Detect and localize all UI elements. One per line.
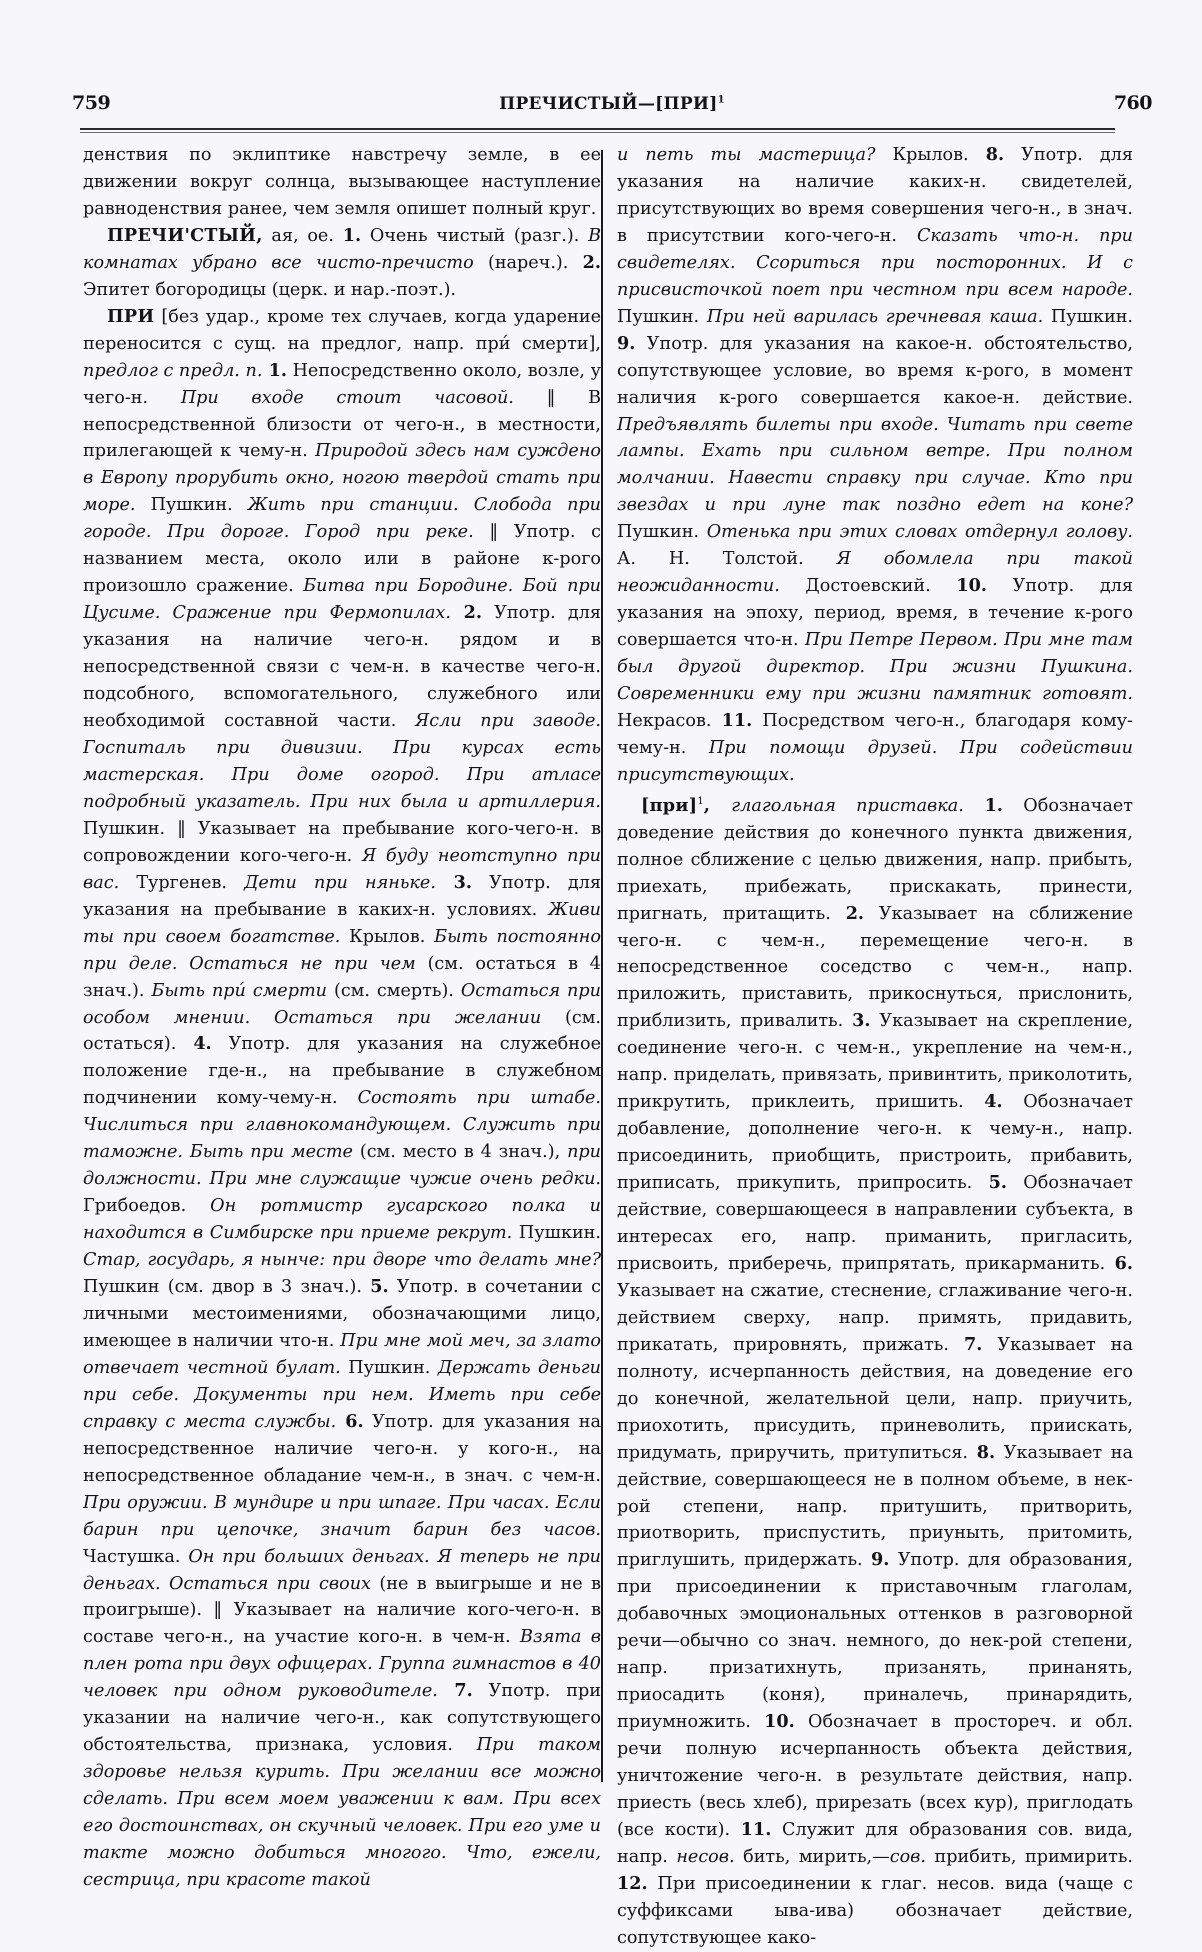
running-head-text: ПРЕЧИСТЫЙ—[ПРИ] xyxy=(499,94,718,114)
sense-number: 7. xyxy=(437,1680,473,1702)
definition: Обозначает добавление, дополнение чего-н. к чему-н., напр. присоединить, приобщить, пристроить, прибавить, приписать, прикупить, припросить. xyxy=(617,1092,1133,1194)
sense-number: 6. xyxy=(1114,1252,1133,1274)
example: При Петре Первом. При мне там был другой директор. При жизни Пушкина. Современники ему при жизни памятник готовят. xyxy=(617,630,1133,705)
cross-reference: (см. место в 4 знач.), xyxy=(352,1142,568,1163)
definition: Употр. при указании на наличие чего-н., как сопутствующего обстоятельства, признака, условия. xyxy=(83,1681,601,1756)
sense-number: 5. xyxy=(988,1172,1007,1194)
sense-number: 1. xyxy=(963,794,1004,816)
entry-pri-prefix xyxy=(617,789,1133,1952)
example: При помощи друзей. При содействии присутствующих. xyxy=(617,737,1133,785)
definition: Указывает на действие, совершающееся не в полном объеме, в нек-рой степени, напр. притушить, притворить, приотворить, приспустить, приуныть, притомить, приглушить, придержать. xyxy=(617,1442,1133,1571)
source: Пушкин. xyxy=(617,306,707,327)
definition: При присоединении к глаг. несов. вида (чаще с суффиксами ыва-ива) обозначает действие, сопутствующее како- xyxy=(617,1873,1133,1948)
example: Дети при няньке. xyxy=(244,872,436,893)
forms: ая, ое. xyxy=(262,225,343,246)
example: Предъявлять билеты при входе. Читать при свете лампы. Ехать при сильном ветре. При полном молчании. Навести справку при случае. Кто при звездах и при луне так поздно едет на коне? xyxy=(617,414,1133,516)
sense-number: 12. xyxy=(617,1872,648,1894)
example: При ней варилась гречневая каша. xyxy=(706,306,1044,327)
example: Быть постоянно при деле. Остаться не при чем xyxy=(83,926,601,974)
source: Пушкин (см. двор в 3 знач.). xyxy=(83,1277,371,1298)
example: Остаться при особом мнении. Остаться при желании xyxy=(83,980,601,1028)
sense-number: 11. xyxy=(721,710,753,732)
example: При оружии. В мундире и при шпаге. При часах. Если барин при цепочке, значит барин без часов. xyxy=(83,1492,601,1540)
sense-number: 11. xyxy=(740,1818,772,1840)
example: при должности. При мне служащие чужие очень редки. xyxy=(83,1142,601,1190)
sense-number: 1. xyxy=(262,359,287,381)
definition: Употр. для указания на наличие чего-н. рядом и в непосредственной связи с чем-н. в качестве чего-н. подсобного, вспомогательного, служебного или необходимой составной части. xyxy=(83,603,602,732)
definition: Употр. для указания на пребывание в каких-н. условиях. xyxy=(83,872,601,920)
right-column xyxy=(617,142,1133,1952)
definition: Указывает на скрепление, соединение чего-н. с чем-н., укрепление на чем-н., напр. приделать, привязать, привинтить, приколотить, прикрутить, приклеить, пришить. xyxy=(617,1011,1133,1113)
definition: Эпитет богородицы (церк. и нар.-поэт.). xyxy=(83,279,457,300)
definition: Указывает на сближение чего-н. с чем-н., перемещение чего-н. в непосредственное соседство с чем-н., напр. приложить, приставить, прикоснуться, прислонить, приблизить, привалить. xyxy=(617,903,1133,1032)
definition: Употр. для указания на какое-н. обстоятельство, сопутствующее условие, во время к-рого, в момент наличия к-рого совершается какое-н. действие. xyxy=(617,333,1133,408)
definition: ‖ Употр. с названием места, около или в районе к-рого произошло сражение. xyxy=(83,522,601,597)
definition: Служит для образования сов. вида, напр. xyxy=(617,1819,1133,1867)
sense-number: 9. xyxy=(617,332,636,354)
running-head xyxy=(72,94,1152,114)
example: Сказать что-н. при свидетелях. Ссориться при посторонних. И с присвисточкой поет при честном при всем народе. xyxy=(617,225,1133,300)
cross-reference: (см. смерть). xyxy=(326,980,461,1001)
headword: ПРЕЧИ'СТЫЙ, xyxy=(107,224,263,246)
definition: Употр. для указания на эпоху, период, время, в течение к-рого совершается что-н. xyxy=(617,576,1133,651)
example: Состоять при штабе. Числиться при главнокомандующем. Служить при таможне. Быть при месте xyxy=(83,1088,601,1163)
example: и петь ты мастерица? xyxy=(617,145,876,165)
example: Он при больших деньгах. Я теперь не при деньгах. Остаться при своих xyxy=(83,1546,601,1594)
example: Жить при станции. Слобода при городе. При дороге. Город при реке. xyxy=(83,495,602,543)
cross-reference: (см. остаться в 4 знач.). xyxy=(83,953,601,1001)
sense-number: 3. xyxy=(852,1010,871,1032)
page-header xyxy=(72,92,1152,122)
continuation-paragraph: денствия по эклиптике навстречу земле, в ее движении вокруг солнца, вызывающее наступление равноденствия ранее, чем земля опишет полный круг. xyxy=(83,145,601,219)
definition: Обозначает в простореч. и обл. речи полную исчерпанность объекта действия, уничтожение чего-н. в результате действия, напр. приесть (весь хлеб), прирезать (всех кур), приглодать (все кости). xyxy=(617,1712,1133,1840)
sense-number: 2. xyxy=(845,902,865,924)
header-rule xyxy=(80,128,1115,130)
entry-pri-continued xyxy=(617,142,1133,789)
entry-prechisty xyxy=(83,223,601,304)
sense-number: 10. xyxy=(956,575,987,597)
entry-pri xyxy=(83,304,601,1894)
sense-number: 4. xyxy=(984,1091,1003,1113)
example: При таком здоровье нельзя курить. При желании все можно сделать. При всем моем уважении к вам. При всех его достоинствах, он скучный человек. При его уме и такте можно добиться многого. Что, ежели, сестрица, при красоте такой xyxy=(83,1735,601,1890)
grammar-label: несов. xyxy=(676,1846,735,1867)
example: Я буду неотступно при вас. xyxy=(83,845,601,893)
example: Он ротмистр гусарского полка и находится в Симбирске при приеме рекрут. xyxy=(83,1196,601,1244)
example: При входе стоит часовой. xyxy=(180,387,514,408)
grammar-label: глагольная приставка. xyxy=(731,795,964,816)
definition: Употр. для указания на непосредственное наличие чего-н. у кого-н., на непосредственное обладание чем-н., в знач. с чем-н. xyxy=(83,1411,602,1486)
sense-number: 2. xyxy=(450,602,482,624)
example: Взята в плен рота при двух офицерах. Группа гимнастов в 40 человек при одном руководителе. xyxy=(83,1627,601,1702)
example: Отенька при этих словах отдернул голову. xyxy=(706,522,1134,543)
source: Пушкин. xyxy=(1043,306,1134,327)
source: Грибоедов. xyxy=(83,1196,211,1217)
note: (нареч.). xyxy=(473,252,583,273)
source: Тургенев. xyxy=(119,872,245,893)
definition: Посредством чего-н., благодаря кому-чему-н. xyxy=(617,711,1134,758)
sense-number: 5. xyxy=(370,1276,389,1298)
example: Ясли при заводе. Госпиталь при дивизии. При курсах есть мастерская. При доме огород. При атласе подробный указатель. При них была и артиллерия. xyxy=(83,711,601,812)
punctuation: , xyxy=(703,794,732,816)
source: Пушкин. xyxy=(83,818,178,839)
example: Быть при́ смерти xyxy=(151,980,327,1001)
definition: ‖ Указывает на пребывание кого-чего-н. в сопровождении кого-чего-н. xyxy=(83,818,602,866)
sense-number: 1. xyxy=(342,224,362,246)
definition: Обозначает доведение действия до конечного пункта движения, полное сближение с целью движения, напр. прибыть, приехать, прибежать, прискакать, принести, пригнать, притащить. xyxy=(617,795,1133,924)
definition: Указывает на полноту, исчерпанность действия, на доведение его до конечной, желательной цели, напр. приучить, приохотить, присудить, приневолить, приискать, придумать, приручить, притупиться. xyxy=(617,1334,1133,1463)
definition: Очень чистый (разг.). xyxy=(361,225,589,246)
sense-number: 9. xyxy=(871,1549,890,1571)
source: Некрасов. xyxy=(617,711,722,732)
sense-number: 7. xyxy=(963,1333,983,1355)
header-rule-thin xyxy=(80,132,1115,133)
headword: [при] xyxy=(641,794,698,816)
source: Пушкин. xyxy=(512,1223,601,1244)
stress-note: [без удар., кроме тех случаев, когда ударение переносится с сущ. на предлог, напр. при́ смерти], xyxy=(83,306,601,354)
grammar-label: предлог с предл. п. xyxy=(83,360,263,381)
homonym-index: 1 xyxy=(697,795,704,807)
definition: Обозначает действие, совершающееся в направлении субъекта, в интересах его, напр. приманить, пригласить, присвоить, приберечь, припрятать, прикарманить. xyxy=(617,1173,1133,1274)
definition: Непосредственно около, возле, у чего-н. xyxy=(83,360,601,408)
source: А. Н. Толстой. xyxy=(617,549,837,570)
example: В комнатах убрано все чисто-пречисто xyxy=(83,225,601,273)
definition: бить, мирить,— xyxy=(734,1846,890,1867)
sense-number: 8. xyxy=(985,144,1005,165)
source: Пушкин. xyxy=(617,522,707,543)
sense-number: 2. xyxy=(582,251,602,273)
cross-reference: (см. остаться). xyxy=(83,1007,602,1055)
definition: Употр. в сочетании с личными местоимениями, обозначающими лицо, имеющее в наличии что-н. xyxy=(83,1277,601,1351)
definition: ‖ В непосредственной близости от чего-н., в местности, прилегающей к чему-н. xyxy=(83,387,601,462)
definition: прибить, примирить. xyxy=(926,1846,1133,1867)
example: При мне мой меч, за злато отвечает честной булат. xyxy=(83,1330,601,1378)
definition: Употр. для указания на служебное положение где-н., на пребывание в служебном подчинении кому-чему-н. xyxy=(83,1034,601,1109)
headword: ПРИ xyxy=(107,305,155,327)
sense-number: 3. xyxy=(435,871,472,893)
example: Я обомлела при такой неожиданности. xyxy=(617,549,1133,597)
example: Стар, государь, я нынче: при дворе что делать мне? xyxy=(83,1250,601,1271)
grammar-label: сов. xyxy=(889,1846,927,1867)
left-column xyxy=(83,142,601,1894)
source: Частушка. xyxy=(83,1546,189,1567)
source: Крылов. xyxy=(340,926,435,947)
definition: Употр. для указания на наличие каких-н. свидетелей, присутствующих во время совершения чего-н., в знач. в присутствии кого-чего-н. xyxy=(617,145,1133,246)
definition: (не в выигрыше и не в проигрыше). ‖ Указывает на наличие кого-чего-н. в составе чего-н., на участие кого-н. в чем-н. xyxy=(83,1573,601,1648)
example: Держать деньги при себе. Документы при нем. Иметь при себе справку с места службы. xyxy=(83,1357,601,1432)
column-divider xyxy=(601,150,603,1782)
source: Пушкин. xyxy=(340,1357,438,1378)
source: Пушкин. xyxy=(135,495,248,516)
example: Природой здесь нам суждено в Европу прорубить окно, ногою твердой стать при море. xyxy=(83,441,601,516)
sense-number: 10. xyxy=(764,1711,795,1733)
sense-number: 4. xyxy=(193,1033,212,1055)
page-number-left: 759 xyxy=(72,92,111,114)
page-number-right: 760 xyxy=(1113,92,1152,114)
running-head-superscript: 1 xyxy=(717,94,725,106)
source: Достоевский. xyxy=(779,576,957,597)
sense-number: 6. xyxy=(336,1410,364,1432)
source: Крылов. xyxy=(875,145,986,165)
example: Живи ты при своем богатстве. xyxy=(83,899,601,947)
sense-number: 8. xyxy=(976,1441,996,1463)
example: Битва при Бородине. Бой при Цусиме. Сражение при Фермопилах. xyxy=(83,576,601,624)
definition: Употр. для образования, при присоединении к приставочным глаголам, добавочных эмоциональных оттенков в разговорной речи—обычно со знач. немного, до нек-рой степени, напр. призатихнуть, призанять, принанять, приосадить (коня), приналечь, принарядить, приумножить. xyxy=(617,1550,1134,1733)
definition: Указывает на сжатие, стеснение, сглаживание чего-н. действием сверху, напр. примять, придавить, прикатать, прировнять, прижать. xyxy=(617,1280,1133,1355)
